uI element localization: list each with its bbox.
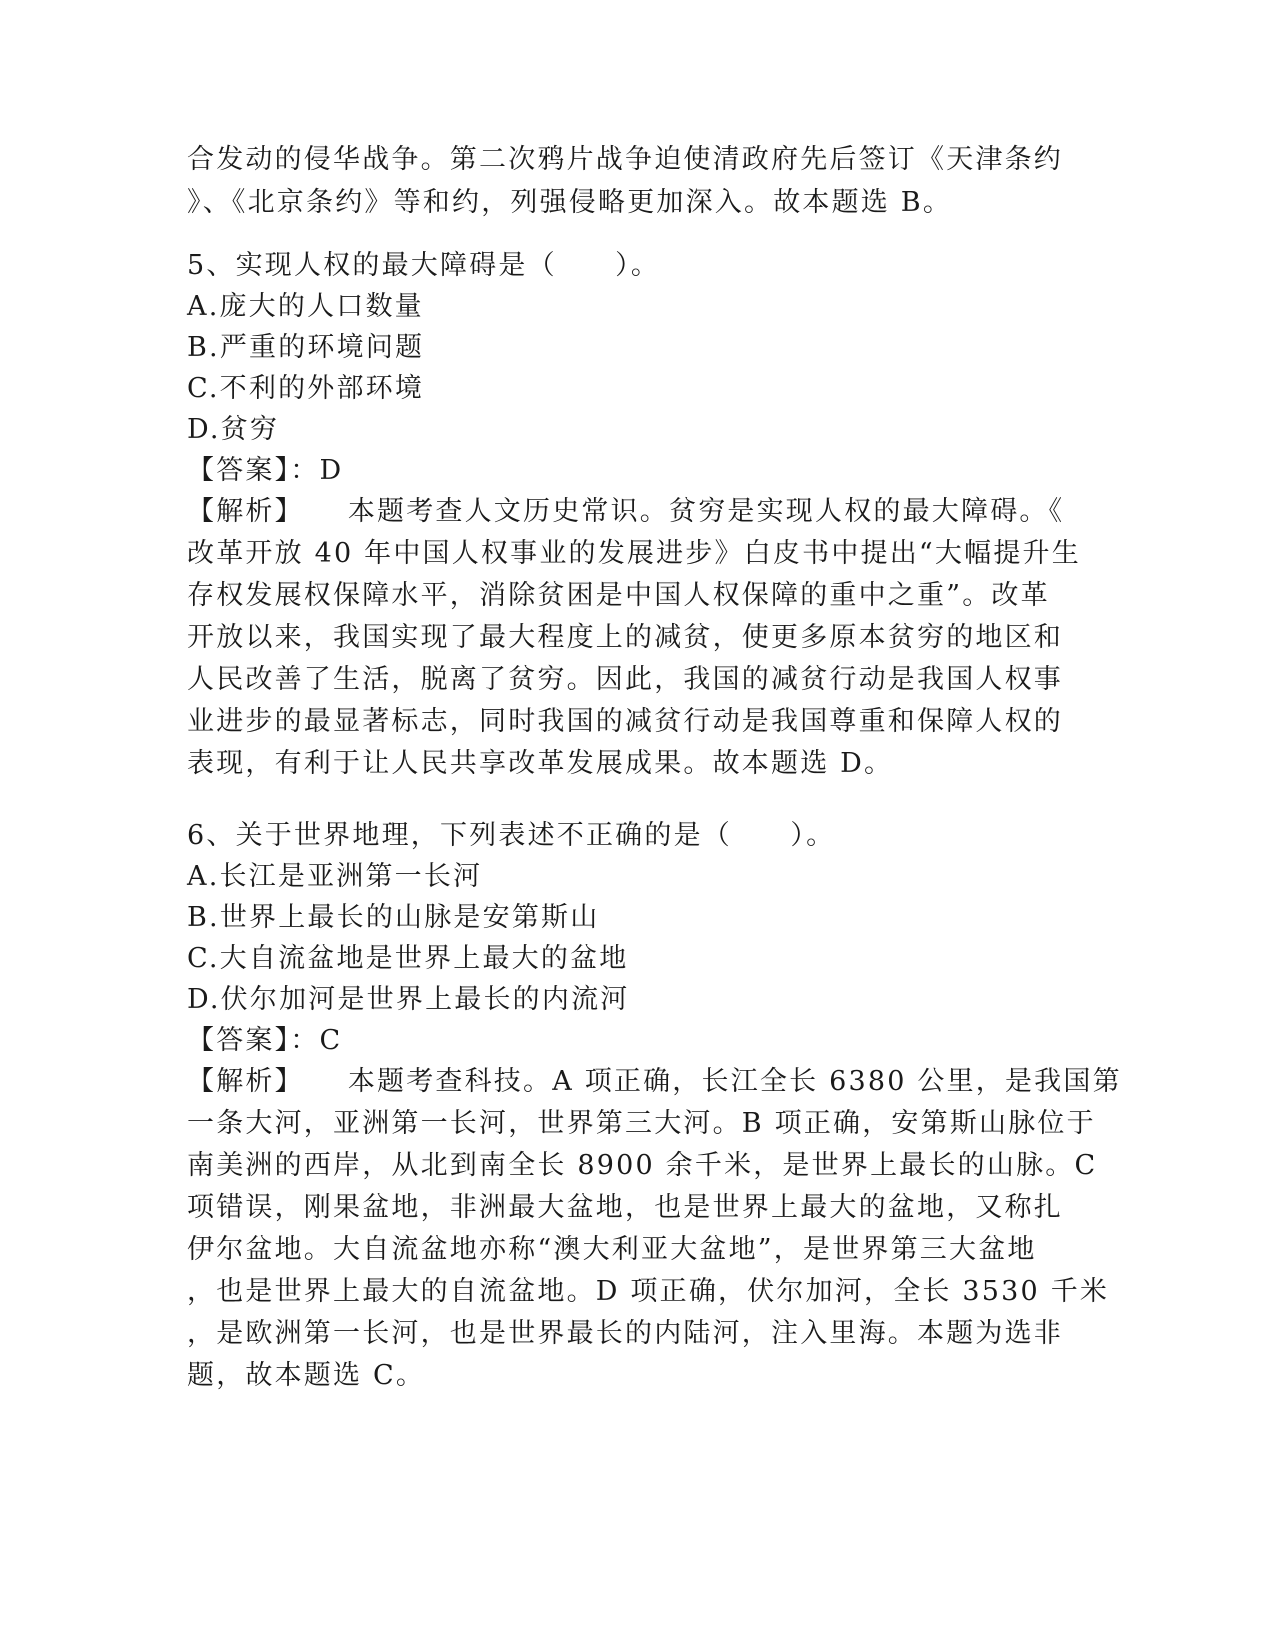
question-6-analysis-line: 一条大河，亚洲第一长河，世界第三大河。B 项正确，安第斯山脉位于 (187, 1108, 1096, 1139)
question-6-analysis-line: ，也是世界上最大的自流盆地。D 项正确，伏尔加河，全长 3530 千米 (187, 1276, 1110, 1307)
question-6-analysis-line: 项错误，刚果盆地，非洲最大盆地，也是世界上最大的盆地，又称扎 (187, 1192, 1063, 1223)
question-6-analysis-line: 伊尔盆地。大自流盆地亦称“澳大利亚大盆地”，是世界第三大盆地 (187, 1234, 1037, 1265)
question-6-stem: 6、关于世界地理，下列表述不正确的是（ ）。 (187, 820, 836, 851)
question-5-answer (187, 455, 343, 487)
prev-explanation-line: 》、《北京条约》等和约，列强侵略更加深入。故本题选 B。 (187, 187, 953, 218)
question-6-analysis-line: 南美洲的西岸，从北到南全长 8900 余千米，是世界上最长的山脉。C (187, 1150, 1098, 1181)
question-6-option-c: C.大自流盆地是世界上最大的盆地 (187, 943, 629, 974)
answer-label: 【答案】： (187, 1025, 320, 1056)
question-5-analysis-line: 人民改善了生活，脱离了贫穷。因此，我国的减贫行动是我国人权事 (187, 664, 1063, 695)
question-6-option-a: A.长江是亚洲第一长河 (187, 861, 483, 892)
question-6-analysis-line: ，是欧洲第一长河，也是世界最长的内陆河，注入里海。本题为选非 (187, 1318, 1063, 1349)
question-5-option-c: C.不利的外部环境 (187, 373, 425, 404)
question-5-stem: 5、实现人权的最大障碍是（ ）。 (187, 250, 661, 281)
question-6-option-d: D.伏尔加河是世界上最长的内流河 (187, 984, 630, 1015)
question-5-analysis-line: 开放以来，我国实现了最大程度上的减贫，使更多原本贫穷的地区和 (187, 622, 1063, 653)
question-5-analysis-line: 表现，有利于让人民共享改革发展成果。故本题选 D。 (187, 748, 894, 779)
question-5-analysis-line: 存权发展权保障水平，消除贫困是中国人权保障的重中之重”。改革 (187, 580, 1050, 611)
question-5-option-d: D.贫穷 (187, 414, 280, 445)
answer-value: D (319, 455, 344, 486)
question-6-analysis-line (187, 1066, 1122, 1098)
question-5-option-a: A.庞大的人口数量 (187, 291, 424, 322)
analysis-label: 【解析】 (187, 1066, 304, 1097)
analysis-label: 【解析】 (187, 496, 304, 527)
question-6-answer (187, 1025, 342, 1057)
prev-explanation-line: 合发动的侵华战争。第二次鸦片战争迫使清政府先后签订《天津条约 (187, 144, 1063, 175)
question-5-analysis-line (187, 496, 1064, 528)
question-6-analysis-line: 题，故本题选 C。 (187, 1360, 426, 1391)
analysis-text: 本题考查人文历史常识。贫穷是实现人权的最大障碍。《 (347, 496, 1065, 527)
question-5-analysis-line: 业进步的最显著标志，同时我国的减贫行动是我国尊重和保障人权的 (187, 706, 1063, 737)
question-5-analysis-line: 改革开放 40 年中国人权事业的发展进步》白皮书中提出“大幅提升生 (187, 538, 1081, 569)
question-5-option-b: B.严重的环境问题 (187, 332, 425, 363)
answer-value: C (319, 1025, 343, 1056)
analysis-text: 本题考查科技。A 项正确，长江全长 6380 公里，是我国第 (347, 1066, 1122, 1097)
answer-label: 【答案】： (187, 455, 320, 486)
question-6-option-b: B.世界上最长的山脉是安第斯山 (187, 902, 600, 933)
